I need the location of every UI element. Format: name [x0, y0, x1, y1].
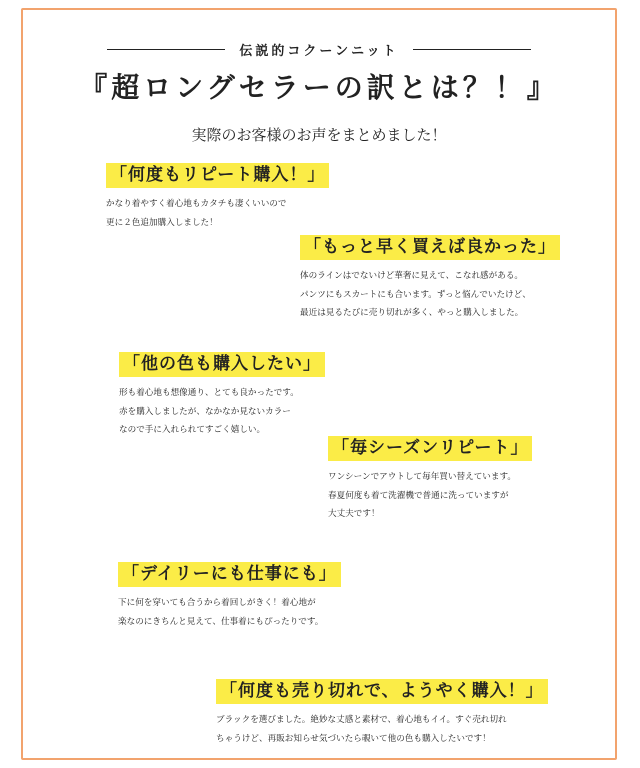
review-body [106, 195, 329, 232]
subhead: 実際のお客様のお声をまとめました！ [191, 126, 447, 144]
review-title: 「何度もリピート購入！」 [106, 163, 329, 188]
review-title: 「他の色も購入したい」 [119, 352, 325, 377]
review-title: 「何度も売り切れで、ようやく購入！」 [216, 679, 548, 704]
review-body [216, 711, 548, 748]
headline: 『超ロングセラーの訳とは？！』 [79, 71, 559, 104]
review-line: 楽なのにきちんと見えて、仕事着にもぴったりです。 [118, 616, 324, 627]
review-body [300, 267, 560, 323]
review-title: 「毎シーズンリピート」 [328, 436, 532, 461]
review-card [106, 163, 329, 232]
review-body [119, 384, 325, 440]
review-card [119, 352, 325, 440]
review-line: パンツにもスカートにも合います。ずっと悩んでいたけど、 [300, 289, 531, 300]
divider-left [107, 49, 225, 50]
review-line: なので手に入れられてすごく嬉しい。 [119, 425, 266, 435]
review-card [300, 235, 560, 323]
review-line: 下に何を穿いても合うから着回しがきく！着心地が [118, 598, 316, 608]
review-line: 赤を購入しましたが、なかなか見ないカラー [119, 406, 291, 417]
review-card [216, 679, 548, 748]
review-card [118, 562, 341, 631]
testimonial-frame [21, 8, 617, 760]
review-line: 大丈夫です！ [328, 509, 380, 519]
review-title: 「もっと早く買えば良かった」 [300, 235, 560, 260]
review-line: 最近は見るたびに売り切れが多く、やっと購入しました。 [300, 308, 524, 318]
review-title: 「デイリーにも仕事にも」 [118, 562, 341, 587]
review-line: 形も着心地も想像通り、とても良かったです。 [119, 388, 299, 398]
eyebrow-row [23, 40, 615, 59]
review-line: ワンシーンでアウトして毎年買い替えています。 [328, 472, 516, 482]
review-line: かなり着やすく着心地もカタチも凄くいいので [106, 199, 287, 209]
review-line: 更に２色追加購入しました！ [106, 217, 218, 228]
eyebrow-text: 伝説的コクーンニット [239, 44, 399, 59]
review-line: 春夏何度も着て洗濯機で普通に洗っていますが [328, 490, 509, 501]
review-line: 体のラインはでないけど華奢に見えて、こなれ感がある。 [300, 271, 524, 281]
review-body [118, 594, 341, 631]
review-line: ちゃうけど、再販お知らせ気づいたら覗いて他の色も購入したいです！ [216, 733, 491, 744]
divider-right [413, 49, 531, 50]
review-body [328, 468, 532, 524]
review-line: ブラックを選びました。絶妙な丈感と素材で、着心地もイイ。すぐ売れ切れ [216, 715, 507, 725]
review-card [328, 436, 532, 524]
